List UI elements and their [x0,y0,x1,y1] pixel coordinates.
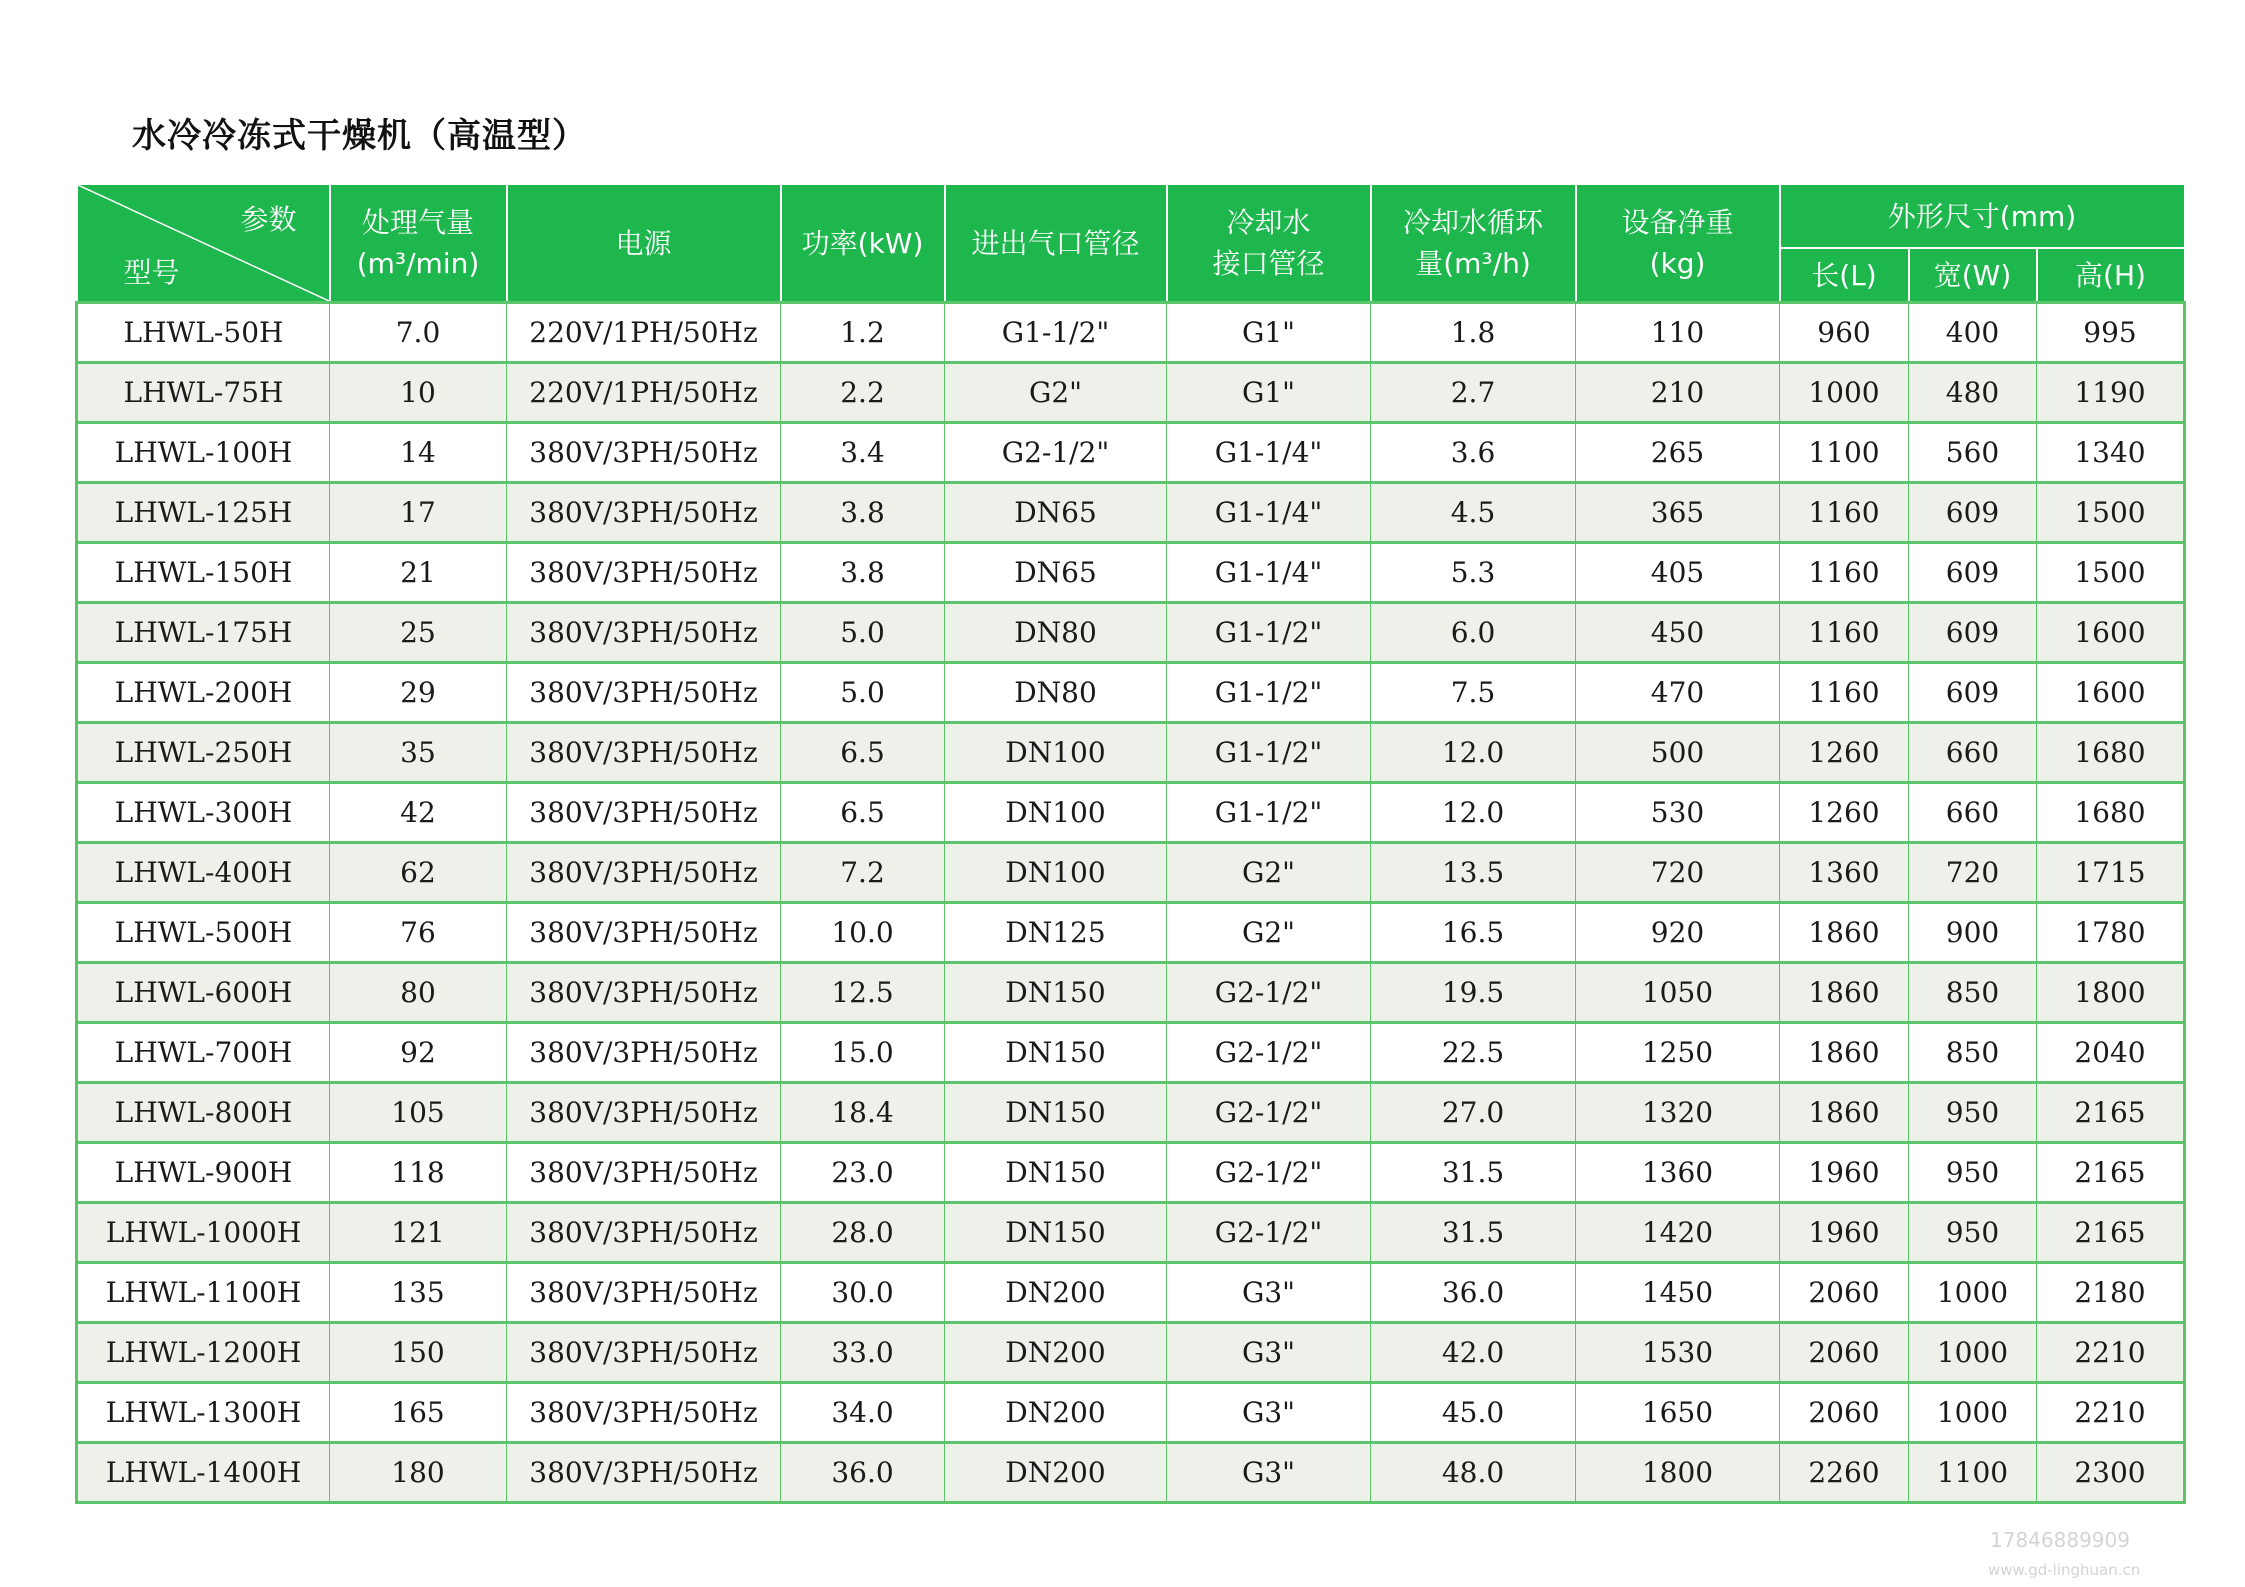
cell-power: 6.5 [781,723,945,783]
cell-width: 1000 [1909,1263,2037,1323]
cell-weight: 530 [1576,783,1780,843]
cell-length: 2260 [1780,1443,1909,1503]
cell-flow: 21 [330,543,507,603]
cell-power: 23.0 [781,1143,945,1203]
cell-weight: 450 [1576,603,1780,663]
cell-height: 1190 [2037,363,2185,423]
header-power-supply: 电源 [507,184,781,303]
cell-power: 3.8 [781,543,945,603]
cell-power-supply: 380V/3PH/50Hz [507,1383,781,1443]
cell-cooling-flow: 4.5 [1371,483,1576,543]
cell-length: 1960 [1780,1143,1909,1203]
cell-cooling-pipe: G2" [1167,843,1371,903]
cell-length: 960 [1780,303,1909,363]
cell-length: 2060 [1780,1323,1909,1383]
cell-flow: 25 [330,603,507,663]
cell-weight: 210 [1576,363,1780,423]
cell-cooling-flow: 27.0 [1371,1083,1576,1143]
cell-power-supply: 380V/3PH/50Hz [507,843,781,903]
cell-flow: 29 [330,663,507,723]
cell-width: 950 [1909,1143,2037,1203]
cell-height: 2300 [2037,1443,2185,1503]
table-row [77,1443,2185,1503]
table-row [77,843,2185,903]
cell-power-supply: 220V/1PH/50Hz [507,363,781,423]
cell-width: 560 [1909,423,2037,483]
cell-height: 1340 [2037,423,2185,483]
cell-power: 12.5 [781,963,945,1023]
cell-power: 30.0 [781,1263,945,1323]
cell-length: 1860 [1780,1083,1909,1143]
cell-cooling-flow: 12.0 [1371,723,1576,783]
cell-cooling-pipe: G1" [1167,363,1371,423]
cell-weight: 365 [1576,483,1780,543]
cell-power-supply: 380V/3PH/50Hz [507,903,781,963]
cell-power: 7.2 [781,843,945,903]
cell-pipe-diameter: G2-1/2" [945,423,1167,483]
cell-power-supply: 380V/3PH/50Hz [507,1023,781,1083]
cell-power: 28.0 [781,1203,945,1263]
header-weight-line2: (kg) [1649,247,1706,280]
cell-pipe-diameter: DN200 [945,1383,1167,1443]
cell-power-supply: 380V/3PH/50Hz [507,1083,781,1143]
cell-cooling-flow: 31.5 [1371,1143,1576,1203]
cell-cooling-flow: 5.3 [1371,543,1576,603]
cell-power: 6.5 [781,783,945,843]
cell-flow: 180 [330,1443,507,1503]
cell-model: LHWL-300H [77,783,330,843]
header-flow-unit: (m³/min) [356,247,480,280]
cell-model: LHWL-1000H [77,1203,330,1263]
cell-width: 900 [1909,903,2037,963]
cell-height: 2210 [2037,1383,2185,1443]
cell-flow: 7.0 [330,303,507,363]
cell-cooling-pipe: G1-1/2" [1167,603,1371,663]
cell-power: 5.0 [781,603,945,663]
cell-width: 400 [1909,303,2037,363]
cell-weight: 1420 [1576,1203,1780,1263]
cell-power: 3.4 [781,423,945,483]
cell-pipe-diameter: DN100 [945,783,1167,843]
cell-model: LHWL-1100H [77,1263,330,1323]
cell-cooling-flow: 31.5 [1371,1203,1576,1263]
cell-weight: 920 [1576,903,1780,963]
cell-weight: 110 [1576,303,1780,363]
cell-cooling-flow: 42.0 [1371,1323,1576,1383]
cell-power-supply: 380V/3PH/50Hz [507,963,781,1023]
cell-cooling-pipe: G1-1/4" [1167,543,1371,603]
cell-width: 1000 [1909,1323,2037,1383]
table-row [77,603,2185,663]
header-cooling-pipe-line1: 冷却水 [1226,206,1311,239]
cell-width: 850 [1909,963,2037,1023]
table-row [77,783,2185,843]
cell-length: 2060 [1780,1383,1909,1443]
cell-pipe-diameter: DN200 [945,1323,1167,1383]
cell-cooling-pipe: G2-1/2" [1167,1083,1371,1143]
cell-power: 3.8 [781,483,945,543]
cell-power: 2.2 [781,363,945,423]
cell-pipe-diameter: DN150 [945,963,1167,1023]
header-length: 长(L) [1780,248,1909,303]
cell-weight: 1360 [1576,1143,1780,1203]
table-row [77,663,2185,723]
cell-power: 15.0 [781,1023,945,1083]
cell-model: LHWL-250H [77,723,330,783]
cell-height: 1680 [2037,723,2185,783]
cell-width: 480 [1909,363,2037,423]
cell-pipe-diameter: DN150 [945,1143,1167,1203]
cell-length: 1100 [1780,423,1909,483]
header-cooling-flow-line2: 量(m³/h) [1415,247,1531,280]
cell-flow: 76 [330,903,507,963]
cell-cooling-flow: 12.0 [1371,783,1576,843]
cell-cooling-flow: 48.0 [1371,1443,1576,1503]
cell-weight: 1050 [1576,963,1780,1023]
header-width: 宽(W) [1909,248,2037,303]
page-title: 水冷冷冻式干燥机（高温型） [132,116,587,156]
cell-width: 609 [1909,543,2037,603]
cell-cooling-pipe: G1-1/4" [1167,423,1371,483]
table-row [77,1083,2185,1143]
cell-length: 1160 [1780,663,1909,723]
cell-width: 660 [1909,723,2037,783]
header-flow-label: 处理气量 [361,206,474,239]
cell-height: 2180 [2037,1263,2185,1323]
cell-pipe-diameter: DN150 [945,1203,1167,1263]
cell-height: 2165 [2037,1083,2185,1143]
cell-cooling-flow: 7.5 [1371,663,1576,723]
cell-weight: 720 [1576,843,1780,903]
cell-power-supply: 380V/3PH/50Hz [507,783,781,843]
cell-pipe-diameter: DN150 [945,1023,1167,1083]
cell-width: 1100 [1909,1443,2037,1503]
cell-cooling-flow: 45.0 [1371,1383,1576,1443]
cell-length: 1260 [1780,723,1909,783]
cell-flow: 92 [330,1023,507,1083]
cell-cooling-flow: 3.6 [1371,423,1576,483]
cell-height: 1800 [2037,963,2185,1023]
cell-length: 2060 [1780,1263,1909,1323]
cell-height: 2210 [2037,1323,2185,1383]
cell-height: 1680 [2037,783,2185,843]
cell-height: 2165 [2037,1143,2185,1203]
cell-cooling-pipe: G3" [1167,1323,1371,1383]
cell-cooling-pipe: G2-1/2" [1167,1203,1371,1263]
cell-width: 950 [1909,1203,2037,1263]
cell-cooling-flow: 19.5 [1371,963,1576,1023]
cell-power: 1.2 [781,303,945,363]
cell-power-supply: 380V/3PH/50Hz [507,543,781,603]
cell-length: 1160 [1780,483,1909,543]
cell-height: 1600 [2037,603,2185,663]
table-row [77,1023,2185,1083]
table-row [77,903,2185,963]
cell-weight: 500 [1576,723,1780,783]
cell-cooling-pipe: G1-1/2" [1167,663,1371,723]
header-flow [330,184,507,303]
cell-width: 609 [1909,603,2037,663]
table-row [77,423,2185,483]
cell-width: 609 [1909,663,2037,723]
cell-cooling-pipe: G3" [1167,1443,1371,1503]
cell-width: 1000 [1909,1383,2037,1443]
cell-cooling-flow: 13.5 [1371,843,1576,903]
watermark-site: www.gd-linghuan.cn [1988,1561,2141,1579]
cell-cooling-flow: 1.8 [1371,303,1576,363]
header-corner [77,184,330,303]
header-cooling-flow-line1: 冷却水循环 [1402,206,1543,239]
cell-width: 609 [1909,483,2037,543]
cell-model: LHWL-125H [77,483,330,543]
cell-length: 1960 [1780,1203,1909,1263]
cell-flow: 150 [330,1323,507,1383]
cell-weight: 265 [1576,423,1780,483]
table-row [77,723,2185,783]
cell-height: 1715 [2037,843,2185,903]
cell-height: 1600 [2037,663,2185,723]
cell-flow: 10 [330,363,507,423]
cell-power-supply: 380V/3PH/50Hz [507,1263,781,1323]
cell-weight: 1530 [1576,1323,1780,1383]
cell-length: 1360 [1780,843,1909,903]
cell-model: LHWL-400H [77,843,330,903]
cell-flow: 165 [330,1383,507,1443]
cell-length: 1260 [1780,783,1909,843]
header-weight [1576,184,1780,303]
cell-power-supply: 380V/3PH/50Hz [507,483,781,543]
table-row [77,543,2185,603]
cell-model: LHWL-200H [77,663,330,723]
cell-model: LHWL-150H [77,543,330,603]
cell-height: 995 [2037,303,2185,363]
cell-flow: 135 [330,1263,507,1323]
cell-length: 1160 [1780,603,1909,663]
cell-height: 2165 [2037,1203,2185,1263]
table-row [77,1143,2185,1203]
cell-power-supply: 380V/3PH/50Hz [507,663,781,723]
cell-weight: 405 [1576,543,1780,603]
cell-cooling-pipe: G3" [1167,1383,1371,1443]
cell-pipe-diameter: G2" [945,363,1167,423]
header-dimensions: 外形尺寸(mm) [1780,184,2185,248]
cell-cooling-pipe: G1-1/2" [1167,783,1371,843]
table-row [77,483,2185,543]
cell-height: 1500 [2037,543,2185,603]
table-row [77,963,2185,1023]
cell-power: 36.0 [781,1443,945,1503]
cell-power: 34.0 [781,1383,945,1443]
cell-power-supply: 380V/3PH/50Hz [507,603,781,663]
cell-power-supply: 380V/3PH/50Hz [507,423,781,483]
cell-cooling-flow: 6.0 [1371,603,1576,663]
cell-flow: 14 [330,423,507,483]
cell-pipe-diameter: DN200 [945,1263,1167,1323]
cell-model: LHWL-900H [77,1143,330,1203]
cell-pipe-diameter: DN150 [945,1083,1167,1143]
cell-model: LHWL-1200H [77,1323,330,1383]
cell-cooling-pipe: G2" [1167,903,1371,963]
cell-model: LHWL-175H [77,603,330,663]
cell-cooling-pipe: G3" [1167,1263,1371,1323]
header-model-label: 型号 [123,256,180,289]
table-row [77,1203,2185,1263]
cell-power: 5.0 [781,663,945,723]
cell-pipe-diameter: DN80 [945,603,1167,663]
cell-flow: 121 [330,1203,507,1263]
cell-power-supply: 380V/3PH/50Hz [507,1443,781,1503]
cell-flow: 17 [330,483,507,543]
cell-weight: 1320 [1576,1083,1780,1143]
cell-cooling-flow: 2.7 [1371,363,1576,423]
cell-weight: 470 [1576,663,1780,723]
cell-cooling-flow: 16.5 [1371,903,1576,963]
cell-weight: 1450 [1576,1263,1780,1323]
cell-pipe-diameter: DN200 [945,1443,1167,1503]
cell-height: 1500 [2037,483,2185,543]
cell-model: LHWL-600H [77,963,330,1023]
header-weight-line1: 设备净重 [1621,206,1734,239]
cell-height: 2040 [2037,1023,2185,1083]
table-row [77,1263,2185,1323]
cell-flow: 80 [330,963,507,1023]
cell-pipe-diameter: DN65 [945,543,1167,603]
cell-power-supply: 380V/3PH/50Hz [507,1143,781,1203]
header-cooling-pipe-line2: 接口管径 [1212,247,1325,280]
table-row [77,363,2185,423]
cell-model: LHWL-1300H [77,1383,330,1443]
cell-length: 1860 [1780,1023,1909,1083]
cell-cooling-pipe: G1-1/2" [1167,723,1371,783]
cell-cooling-flow: 36.0 [1371,1263,1576,1323]
cell-length: 1860 [1780,903,1909,963]
cell-height: 1780 [2037,903,2185,963]
cell-model: LHWL-100H [77,423,330,483]
spec-table-body [77,303,2185,1503]
cell-length: 1860 [1780,963,1909,1023]
cell-width: 850 [1909,1023,2037,1083]
cell-cooling-pipe: G2-1/2" [1167,1143,1371,1203]
cell-power-supply: 380V/3PH/50Hz [507,1323,781,1383]
cell-flow: 118 [330,1143,507,1203]
cell-cooling-flow: 22.5 [1371,1023,1576,1083]
cell-length: 1160 [1780,543,1909,603]
cell-weight: 1800 [1576,1443,1780,1503]
cell-cooling-pipe: G2-1/2" [1167,963,1371,1023]
watermark-phone: 17846889909 [1990,1528,2130,1552]
cell-model: LHWL-500H [77,903,330,963]
cell-pipe-diameter: DN100 [945,843,1167,903]
cell-model: LHWL-800H [77,1083,330,1143]
header-cooling-pipe [1167,184,1371,303]
cell-power-supply: 380V/3PH/50Hz [507,1203,781,1263]
spec-table [75,183,2186,1504]
header-power: 功率(kW) [781,184,945,303]
cell-pipe-diameter: G1-1/2" [945,303,1167,363]
cell-flow: 62 [330,843,507,903]
cell-power-supply: 220V/1PH/50Hz [507,303,781,363]
cell-pipe-diameter: DN65 [945,483,1167,543]
header-height: 高(H) [2037,248,2185,303]
table-row [77,303,2185,363]
cell-length: 1000 [1780,363,1909,423]
cell-pipe-diameter: DN100 [945,723,1167,783]
cell-width: 660 [1909,783,2037,843]
header-param-label: 参数 [240,203,297,236]
cell-model: LHWL-75H [77,363,330,423]
cell-power: 10.0 [781,903,945,963]
cell-width: 950 [1909,1083,2037,1143]
cell-model: LHWL-50H [77,303,330,363]
cell-width: 720 [1909,843,2037,903]
cell-power: 33.0 [781,1323,945,1383]
cell-pipe-diameter: DN80 [945,663,1167,723]
header-cooling-flow [1371,184,1576,303]
table-row [77,1383,2185,1443]
table-row [77,1323,2185,1383]
cell-model: LHWL-700H [77,1023,330,1083]
cell-flow: 42 [330,783,507,843]
cell-weight: 1250 [1576,1023,1780,1083]
cell-power: 18.4 [781,1083,945,1143]
cell-pipe-diameter: DN125 [945,903,1167,963]
cell-flow: 105 [330,1083,507,1143]
header-pipe-diameter: 进出气口管径 [945,184,1167,303]
cell-flow: 35 [330,723,507,783]
cell-cooling-pipe: G1-1/4" [1167,483,1371,543]
cell-weight: 1650 [1576,1383,1780,1443]
cell-power-supply: 380V/3PH/50Hz [507,723,781,783]
cell-cooling-pipe: G2-1/2" [1167,1023,1371,1083]
cell-model: LHWL-1400H [77,1443,330,1503]
cell-cooling-pipe: G1" [1167,303,1371,363]
